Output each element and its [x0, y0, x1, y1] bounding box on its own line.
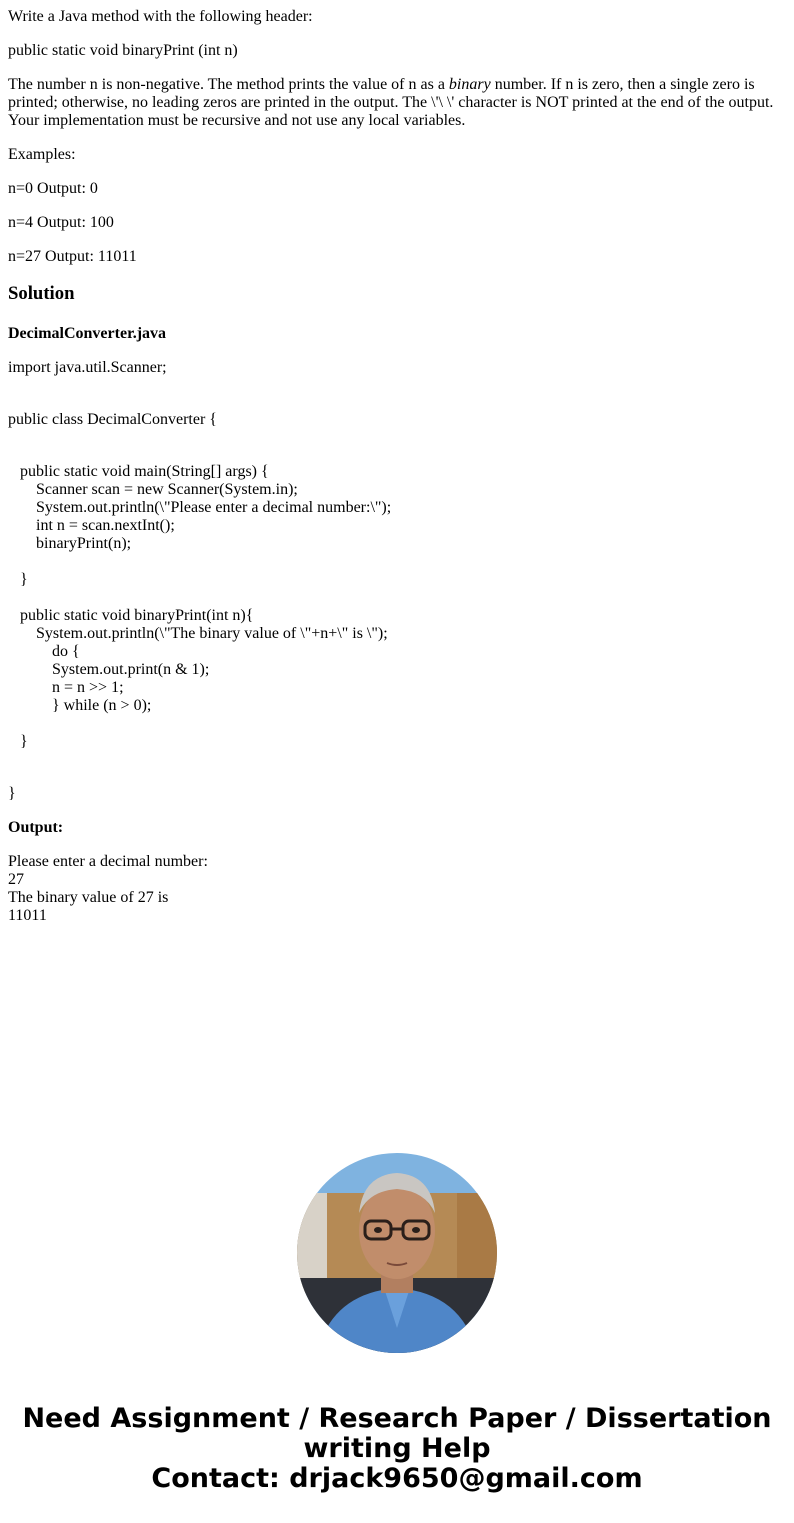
promo-banner — [0, 1404, 794, 1494]
contact-email: Contact: drjack9650@gmail.com — [151, 1463, 643, 1494]
example-item: n=27 Output: 11011 — [8, 248, 137, 265]
code-line: System.out.println(\"The binary value of \"+n+\" is \"); — [36, 625, 388, 642]
output-label: Output: — [8, 819, 64, 836]
method-header: public static void binaryPrint (int n) — [8, 42, 238, 59]
example-item: n=0 Output: 0 — [8, 180, 98, 197]
output-line: 11011 — [8, 907, 47, 924]
code-line: } while (n > 0); — [52, 697, 152, 714]
code-line: public static void main(String[] args) { — [20, 463, 269, 480]
examples-label: Examples: — [8, 146, 76, 163]
code-line: Scanner scan = new Scanner(System.in); — [36, 481, 298, 498]
binary-emphasis: binary — [448, 76, 491, 93]
solution-heading: Solution — [8, 283, 75, 304]
code-line: System.out.print(n & 1); — [52, 661, 210, 678]
problem-description: The number n is non-negative. The method prints the value of n as a binary number. If n is zero, then a single zero is printed; otherwise, no leading zeros are printed in the output. The \'\ \' character is NOT printed at the end of the output. Your implementation must be recursive and not use any local variables. — [8, 76, 774, 129]
code-line: n = n >> 1; — [52, 679, 124, 696]
code-line: System.out.println(\"Please enter a decimal number:\"); — [36, 499, 392, 516]
code-line: import java.util.Scanner; — [8, 359, 167, 376]
code-line: do { — [52, 643, 80, 660]
output-line: 27 — [8, 871, 24, 888]
output-line: The binary value of 27 is — [8, 889, 169, 906]
promo-line: Need Assignment / Research Paper / Dissertation — [22, 1403, 772, 1434]
code-filename: DecimalConverter.java — [8, 325, 167, 342]
promo-line: writing Help — [303, 1433, 491, 1464]
code-line: int n = scan.nextInt(); — [36, 517, 175, 534]
example-item: n=4 Output: 100 — [8, 214, 114, 231]
intro-text: Write a Java method with the following header: — [8, 8, 313, 25]
output-line: Please enter a decimal number: — [8, 853, 208, 870]
author-avatar — [297, 1153, 497, 1353]
code-line: } — [8, 785, 16, 802]
code-line: binaryPrint(n); — [36, 535, 132, 552]
code-line: public class DecimalConverter { — [8, 411, 217, 428]
code-line: } — [20, 733, 28, 750]
code-line: } — [20, 571, 28, 588]
code-line: public static void binaryPrint(int n){ — [20, 607, 254, 624]
